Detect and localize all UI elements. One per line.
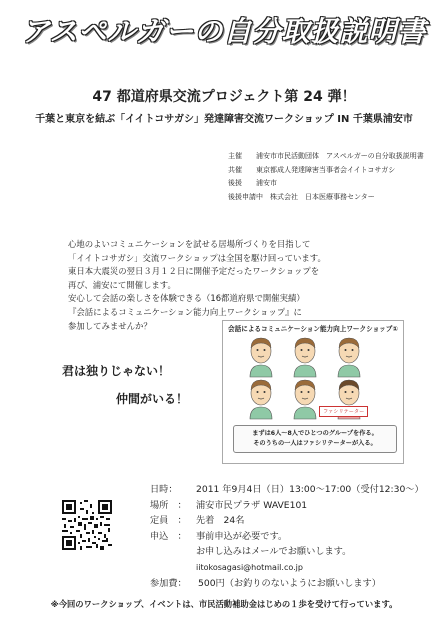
face-icon [294,338,316,377]
date-value: 2011 年9月4日（日）13:00～17:00（受付12:30～） [196,484,424,495]
group-faces-illustration [223,333,403,423]
intro-text [68,238,326,333]
organizer-row [228,164,424,178]
facilitator-label: ファシリテーター [319,406,368,417]
workshop-subtitle: 千葉と東京を結ぶ「イイトコサガシ」発達障害交流ワークショップ IN 千葉県浦安市 [35,114,413,125]
organizer-value: 株式会社 日本医療事務センター [270,192,375,201]
qr-code-icon[interactable] [62,500,112,550]
face-icon [250,380,272,419]
capacity-label: 定員 ： [150,515,187,527]
illustration-title: 会話によるコミュニケーション能力向上ワークショップ① [228,325,398,333]
event-place-row [150,498,424,514]
event-details [150,482,424,591]
intro-line: 東日本大震災の翌日３月１２日に開催予定だったワークショップを [68,266,320,277]
intro-line: 安心して会話の楽しさを体験できる（16都道府県で開催実績） [68,293,305,304]
date-label: 日時： [150,484,178,495]
apply-value: 事前申込が必要です。 [196,530,288,542]
face-icon [338,338,360,377]
intro-line: 心地のよいコミュニケーションを試せる居場所づくりを目指して [68,239,311,249]
intro-line: 『会話によるコミュニケーション能力向上ワークショップ』に [68,306,302,317]
fee-label: 参加費： [150,577,187,589]
illustration-note [233,425,397,453]
organizer-label: 主催 [228,152,242,160]
intro-line: 参加してみませんか？ [68,320,152,331]
apply-label: 申込 ： [150,530,187,542]
slogan-friends: 仲間がいる！ [116,392,189,406]
event-email-row [150,560,424,576]
organizer-label: 後援 [228,179,242,187]
face-icon [250,338,272,377]
organizer-row [228,177,424,191]
apply-email-note: お申し込みはメールでお願いします。 [196,546,352,558]
event-fee-row [150,576,424,592]
project-subtitle: 47 都道府県交流プロジェクト第 24 弾！ [92,89,356,105]
workshop-illustration [222,320,404,464]
organizer-label: 共催 [228,165,242,174]
organizer-value: 浦安市 [256,179,277,187]
organizer-value: 浦安市市民活動団体 アスペルガーの自分取扱説明書 [256,152,424,160]
event-apply-row-2 [150,544,424,560]
event-apply-row [150,529,424,545]
organizer-list [228,150,424,204]
capacity-value: 先着 24名 [196,515,245,527]
place-label: 場所 ： [150,499,187,511]
note-line: そのうちの一人はファシリテーターが入る。 [253,440,377,447]
slogan-not-alone: 君は独りじゃない！ [62,364,171,378]
contact-email[interactable]: iitokosagasi@hotmail.co.jp [196,562,303,572]
note-line: まずは6人～8人でひとつのグループを作る。 [252,430,378,437]
organizer-label: 後援申請中 [228,192,263,201]
event-capacity-row [150,513,424,529]
event-date-row [150,482,424,498]
intro-line: 再び、浦安にて開催します。 [68,279,176,290]
organizer-row [228,191,424,205]
fee-value: 500円（お釣りのないようにお願いします） [198,577,381,589]
intro-line: 「イイトコサガシ」交流ワークショップは全国を駆け回っています。 [68,252,326,263]
face-icon [294,380,316,419]
flyer-title: アスペルガーの自分取扱説明書 [21,15,427,48]
organizer-row [228,150,424,164]
footer-note: ※今回のワークショップ、イベントは、市民活動補助金はじめの１歩を受けて行っています。 [50,599,398,609]
place-value: 浦安市民プラザ WAVE101 [196,499,308,511]
organizer-value: 東京都成人発達障害当事者会イイトコサガシ [256,165,396,174]
